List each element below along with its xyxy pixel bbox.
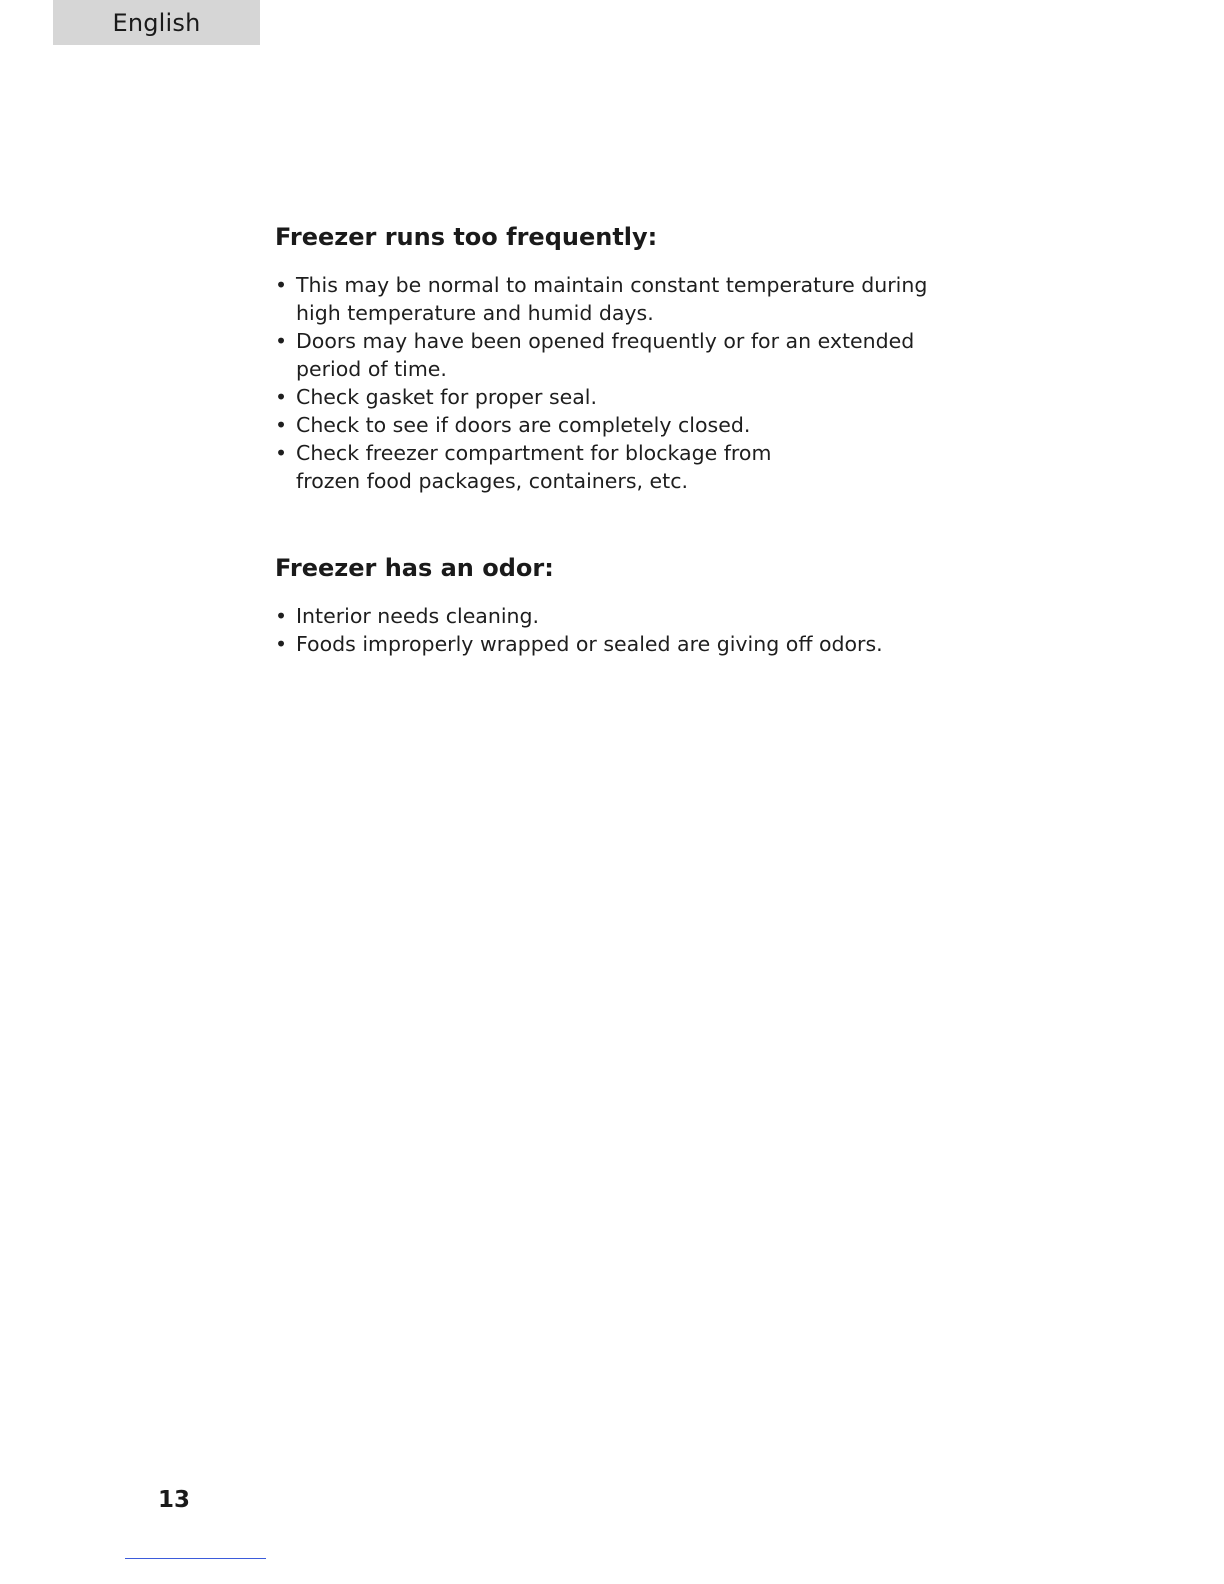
list-item-text: Check freezer compartment for blockage from [296, 441, 772, 465]
bullet-icon: • [275, 632, 288, 656]
section-heading: Freezer has an odor: [275, 554, 554, 582]
list-item-text: Foods improperly wrapped or sealed are giving off odors. [296, 632, 883, 656]
list-item-text: Doors may have been opened frequently or for an extended [296, 329, 915, 353]
bullet-icon: • [275, 413, 288, 437]
bullet-icon: • [275, 385, 288, 409]
list-item-text: high temperature and humid days. [296, 301, 654, 325]
bullet-list [275, 602, 955, 658]
bullet-icon: • [275, 329, 288, 353]
bullet-icon: • [275, 441, 288, 465]
list-item [275, 383, 955, 411]
section-freezer-has-an-odor [275, 552, 955, 658]
list-item-text: frozen food packages, containers, etc. [296, 469, 688, 493]
section-heading: Freezer runs too frequently: [275, 223, 658, 251]
list-item [275, 411, 955, 439]
bullet-list [275, 271, 955, 495]
list-item-text: Interior needs cleaning. [296, 604, 540, 628]
bullet-icon: • [275, 604, 288, 628]
page-number: 13 [158, 1487, 191, 1513]
section-freezer-runs-too-frequently [275, 221, 955, 495]
language-tab [53, 0, 260, 45]
list-item-text: Check gasket for proper seal. [296, 385, 598, 409]
list-item [275, 327, 955, 383]
list-item [275, 630, 955, 658]
footer-rule [125, 1558, 266, 1559]
list-item [275, 271, 955, 327]
language-label: English [112, 8, 201, 37]
bullet-icon: • [275, 273, 288, 297]
list-item [275, 602, 955, 630]
list-item [275, 439, 955, 495]
list-item-text: Check to see if doors are completely closed. [296, 413, 751, 437]
list-item-text: period of time. [296, 357, 447, 381]
list-item-text: This may be normal to maintain constant temperature during [296, 273, 928, 297]
